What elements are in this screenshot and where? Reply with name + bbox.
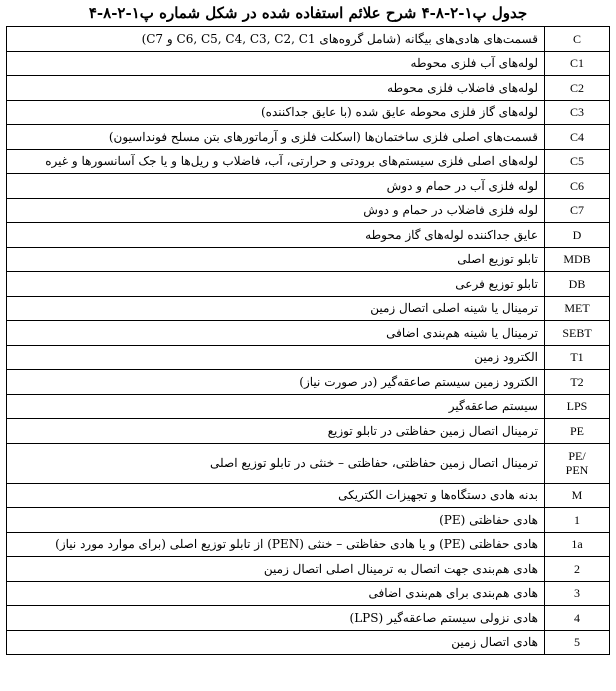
- table-row: [7, 630, 610, 655]
- description-cell: تابلو توزیع فرعی: [7, 272, 545, 297]
- description-cell: هادی هم‌بندی برای هم‌بندی اضافی: [7, 581, 545, 606]
- symbol-cell: D: [545, 223, 610, 248]
- table-caption: جدول پ۱-۲-۸-۴ شرح علائم استفاده شده در شکل شماره پ۱-۲-۸-۴: [88, 4, 528, 22]
- description-cell: هادی حفاظتی (PE): [7, 508, 545, 533]
- symbol-cell: M: [545, 483, 610, 508]
- description-cell: ترمینال اتصال زمین حفاظتی در تابلو توزیع: [7, 419, 545, 444]
- symbol-cell: DB: [545, 272, 610, 297]
- table-row: [7, 345, 610, 370]
- symbol-cell: [545, 443, 610, 483]
- table-row: [7, 370, 610, 395]
- table-row: [7, 247, 610, 272]
- description-cell: لوله‌های آب فلزی محوطه: [7, 51, 545, 76]
- symbol-cell: 3: [545, 581, 610, 606]
- description-cell: لوله فلزی آب در حمام و دوش: [7, 174, 545, 199]
- table-row: [7, 125, 610, 150]
- description-cell: لوله‌های فاضلاب فلزی محوطه: [7, 76, 545, 101]
- symbol-cell: T2: [545, 370, 610, 395]
- description-cell: لوله فلزی فاضلاب در حمام و دوش: [7, 198, 545, 223]
- description-cell: تابلو توزیع اصلی: [7, 247, 545, 272]
- table-row: [7, 443, 610, 483]
- description-cell: عایق جداکننده لوله‌های گاز محوطه: [7, 223, 545, 248]
- symbol-cell: C4: [545, 125, 610, 150]
- symbol-line: PEN: [565, 463, 589, 477]
- description-cell: بدنه هادی دستگاه‌ها و تجهیزات الکتریکی: [7, 483, 545, 508]
- description-cell: لوله‌های اصلی فلزی سیستم‌های برودتی و حرارتی، آب، فاضلاب و ریل‌ها و یا جک آسانسورها و غیره: [7, 149, 545, 174]
- description-cell: الکترود زمین سیستم صاعقه‌گیر (در صورت نیاز): [7, 370, 545, 395]
- symbol-cell: C1: [545, 51, 610, 76]
- symbol-cell: PE: [545, 419, 610, 444]
- symbol-cell: 2: [545, 557, 610, 582]
- symbol-cell: 4: [545, 606, 610, 631]
- symbol-cell: MET: [545, 296, 610, 321]
- symbol-cell: MDB: [545, 247, 610, 272]
- description-cell: الکترود زمین: [7, 345, 545, 370]
- symbol-cell: 1a: [545, 532, 610, 557]
- symbol-cell: C5: [545, 149, 610, 174]
- symbol-cell: SEBT: [545, 321, 610, 346]
- description-cell: ترمینال یا شینه اصلی اتصال زمین: [7, 296, 545, 321]
- symbol-line: PE/: [568, 449, 586, 463]
- table-row: [7, 223, 610, 248]
- description-cell: قسمت‌های هادی‌های بیگانه (شامل گروه‌های C6, C5, C4, C3, C2, C1 و C7): [7, 27, 545, 52]
- table-row: [7, 100, 610, 125]
- table-row: [7, 198, 610, 223]
- symbol-cell: T1: [545, 345, 610, 370]
- table-row: [7, 557, 610, 582]
- symbol-cell: 5: [545, 630, 610, 655]
- symbol-cell: LPS: [545, 394, 610, 419]
- legend-table: [6, 26, 610, 655]
- description-cell: قسمت‌های اصلی فلزی ساختمان‌ها (اسکلت فلزی و آرماتورهای بتن مسلح فونداسیون): [7, 125, 545, 150]
- symbol-cell: C: [545, 27, 610, 52]
- table-row: [7, 27, 610, 52]
- table-row: [7, 296, 610, 321]
- description-cell: هادی حفاظتی (PE) و یا هادی حفاظتی – خنثی (PEN) از تابلو توزیع اصلی (برای موارد مورد نیاز): [7, 532, 545, 557]
- description-cell: هادی نزولی سیستم صاعقه‌گیر (LPS): [7, 606, 545, 631]
- table-row: [7, 483, 610, 508]
- table-row: [7, 51, 610, 76]
- description-cell: هادی هم‌بندی جهت اتصال به ترمینال اصلی اتصال زمین: [7, 557, 545, 582]
- symbol-cell: 1: [545, 508, 610, 533]
- description-cell: لوله‌های گاز فلزی محوطه عایق شده (با عایق جداکننده): [7, 100, 545, 125]
- description-cell: هادی اتصال زمین: [7, 630, 545, 655]
- symbol-cell: C6: [545, 174, 610, 199]
- symbol-cell: C3: [545, 100, 610, 125]
- table-row: [7, 149, 610, 174]
- table-row: [7, 174, 610, 199]
- table-row: [7, 394, 610, 419]
- table-row: [7, 272, 610, 297]
- table-row: [7, 76, 610, 101]
- table-row: [7, 419, 610, 444]
- symbol-cell: C2: [545, 76, 610, 101]
- table-row: [7, 606, 610, 631]
- table-row: [7, 321, 610, 346]
- description-cell: سیستم صاعقه‌گیر: [7, 394, 545, 419]
- description-cell: ترمینال یا شینه هم‌بندی اضافی: [7, 321, 545, 346]
- symbol-cell: C7: [545, 198, 610, 223]
- table-row: [7, 508, 610, 533]
- table-row: [7, 581, 610, 606]
- table-row: [7, 532, 610, 557]
- description-cell: ترمینال اتصال زمین حفاظتی، حفاظتی – خنثی در تابلو توزیع اصلی: [7, 443, 545, 483]
